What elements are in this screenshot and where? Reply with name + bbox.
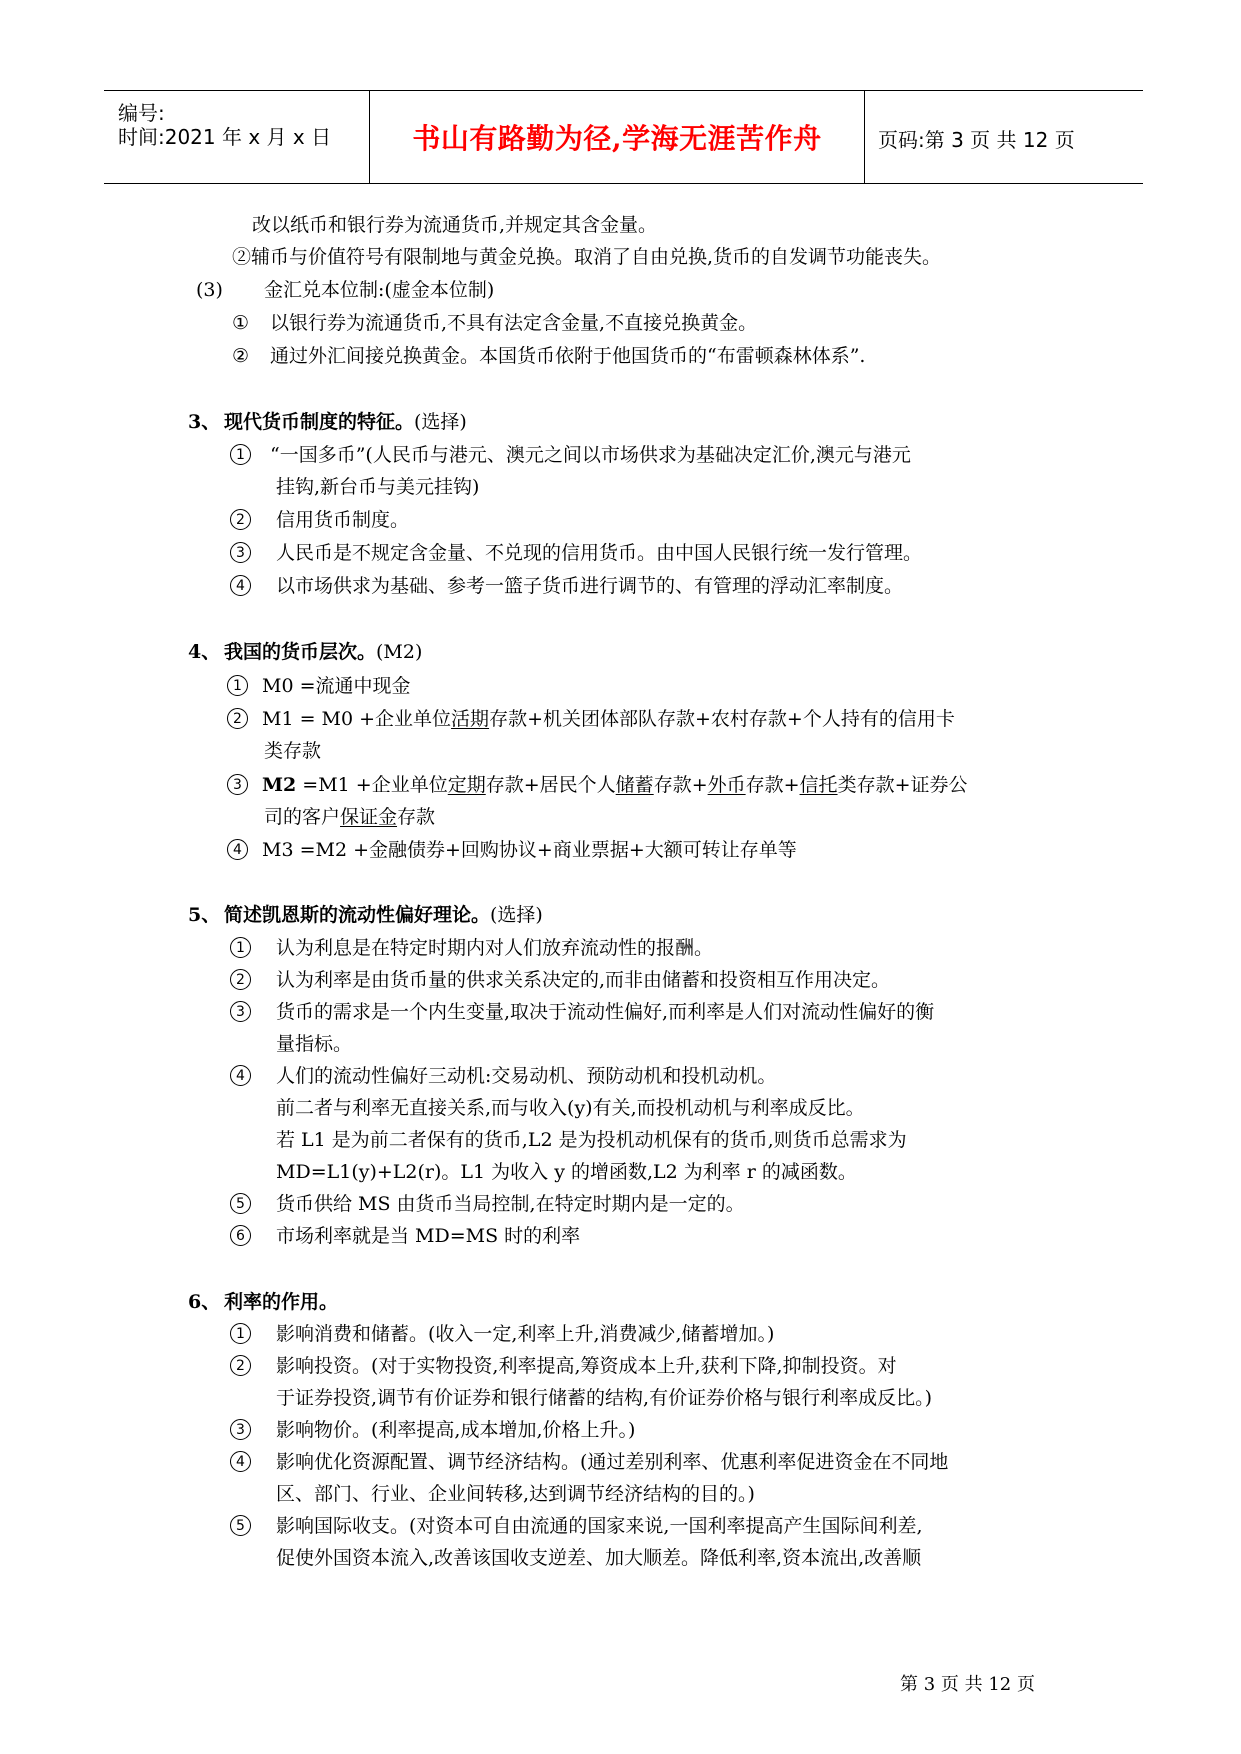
section-number: 6、 (188, 1291, 221, 1313)
circled-number: 5 (230, 1193, 251, 1214)
underlined-term: 信托 (799, 774, 838, 796)
sub-heading-gold-exchange-standard: 金汇兑本位制:(虚金本位制) (264, 279, 495, 301)
list-item: 认为利息是在特定时期内对人们放弃流动性的报酬。 (276, 937, 714, 959)
section-number: 4、 (188, 641, 221, 663)
section-number: 3、 (188, 411, 221, 433)
document-number-label: 编号: (118, 101, 165, 125)
circled-number: 3 (230, 542, 251, 563)
list-item: 影响优化资源配置、调节经济结构。(通过差别利率、优惠利率促进资金在不同地 (276, 1451, 949, 1473)
circled-number: 1 (230, 937, 251, 958)
list-item: 影响物价。(利率提高,成本增加,价格上升。) (276, 1419, 636, 1441)
circled-number: 2 (230, 509, 251, 530)
list-item: 货币供给 MS 由货币当局控制,在特定时期内是一定的。 (276, 1193, 745, 1215)
section-title-text: 我国的货币层次。 (224, 641, 377, 663)
section-note: (选择) (414, 411, 467, 433)
list-item: 影响投资。(对于实物投资,利率提高,筹资成本上升,获利下降,抑制投资。对 (276, 1355, 897, 1377)
list-item-continued: 类存款 (264, 740, 322, 762)
underlined-term: 外币 (707, 774, 746, 796)
header-right (864, 91, 1143, 183)
underlined-term: 活期 (451, 708, 490, 730)
list-item: 人们的流动性偏好三动机:交易动机、预防动机和投机动机。 (276, 1065, 777, 1087)
text-run: 司的客户 (264, 806, 341, 828)
page-footer-number: 第 3 页 共 12 页 (900, 1674, 1035, 1695)
list-item: M3 =M2 +金融债券+回购协议+商业票据+大额可转让存单等 (262, 839, 797, 861)
header-center (369, 91, 865, 183)
list-item: 认为利率是由货币量的供求关系决定的,而非由储蓄和投资相互作用决定。 (276, 969, 891, 991)
circled-number: 3 (230, 1001, 251, 1022)
list-item: 市场利率就是当 MD=MS 时的利率 (276, 1225, 581, 1247)
section-title (224, 903, 543, 927)
list-item (262, 773, 967, 797)
list-item: 人民币是不规定含金量、不兑现的信用货币。由中国人民银行统一发行管理。 (276, 542, 923, 564)
header-left (104, 91, 368, 183)
circled-number: 3 (230, 1419, 251, 1440)
list-item: “一国多币”(人民币与港元、澳元之间以市场供求为基础决定汇价,澳元与港元 (270, 444, 911, 466)
list-item: 以银行券为流通货币,不具有法定含金量,不直接兑换黄金。 (270, 312, 758, 334)
circled-number: 1 (227, 675, 248, 696)
body-line: ②辅币与价值符号有限制地与黄金兑换。取消了自由兑换,货币的自发调节功能丧失。 (232, 246, 942, 268)
section-title: 利率的作用。 (224, 1291, 339, 1313)
text-run: 类存款+证券公 (837, 774, 968, 796)
text-run: 存款 (397, 806, 436, 828)
section-note: (选择) (490, 904, 543, 926)
circled-number: 4 (227, 839, 248, 860)
body-line: 改以纸币和银行券为流通货币,并规定其含金量。 (252, 214, 658, 236)
circled-number: 1 (230, 1323, 251, 1344)
section-title (224, 410, 467, 434)
list-item: 信用货币制度。 (276, 509, 410, 531)
list-marker: ② (232, 345, 250, 367)
underlined-term: 储蓄 (615, 774, 654, 796)
text-run: =M1 +企业单位 (296, 774, 448, 796)
page-header (104, 90, 1143, 184)
circled-number: 4 (230, 1065, 251, 1086)
circled-number: 4 (230, 1451, 251, 1472)
circled-number: 6 (230, 1225, 251, 1246)
list-item: M0 =流通中现金 (262, 675, 411, 697)
circled-number: 5 (230, 1515, 251, 1536)
list-item-continued (264, 805, 435, 829)
list-item-continued: 挂钩,新台币与美元挂钩) (276, 476, 480, 498)
list-item-continued: 若 L1 是为前二者保有的货币,L2 是为投机动机保有的货币,则货币总需求为 (276, 1129, 907, 1151)
list-item: 通过外汇间接兑换黄金。本国货币依附于他国货币的“布雷顿森林体系”. (270, 345, 866, 367)
section-number: 5、 (188, 904, 221, 926)
underlined-term: 定期 (447, 774, 486, 796)
document-time: 时间:2021 年 x 月 x 日 (118, 125, 332, 149)
header-motto: 书山有路勤为径,学海无涯苦作舟 (412, 122, 822, 155)
underlined-term: 保证金 (340, 806, 398, 828)
circled-number: 4 (230, 575, 251, 596)
list-item-continued: 前二者与利率无直接关系,而与收入(y)有关,而投机动机与利率成反比。 (276, 1097, 865, 1119)
list-item-continued: 于证券投资,调节有价证券和银行储蓄的结构,有价证券价格与银行利率成反比。) (276, 1387, 932, 1409)
list-item-continued: 区、部门、行业、企业间转移,达到调节经济结构的目的。) (276, 1483, 755, 1505)
list-item-continued: MD=L1(y)+L2(r)。L1 为收入 y 的增函数,L2 为利率 r 的减函数。 (276, 1161, 857, 1183)
list-item: 以市场供求为基础、参考一篮子货币进行调节的、有管理的浮动汇率制度。 (276, 575, 904, 597)
bold-term: M2 (262, 774, 297, 796)
text-run: 存款+居民个人 (485, 774, 616, 796)
circled-number: 2 (230, 1355, 251, 1376)
circled-number: 2 (230, 969, 251, 990)
list-item: 影响国际收支。(对资本可自由流通的国家来说,一国利率提高产生国际间利差, (276, 1515, 923, 1537)
header-page-code: 页码:第 3 页 共 12 页 (878, 128, 1075, 152)
text-run: M1 = M0 +企业单位 (262, 708, 452, 730)
section-title-text: 现代货币制度的特征。 (224, 411, 415, 433)
section-title (224, 640, 422, 664)
list-item-continued: 量指标。 (276, 1033, 353, 1055)
text-run: 存款+ (653, 774, 708, 796)
list-item-continued: 促使外国资本流入,改善该国收支逆差、加大顺差。降低利率,资本流出,改善顺 (276, 1547, 922, 1569)
text-run: 存款+机关团体部队存款+农村存款+个人持有的信用卡 (489, 708, 955, 730)
section-note: (M2) (376, 641, 423, 663)
text-run: 存款+ (745, 774, 800, 796)
list-marker: ① (232, 312, 250, 334)
list-item: 货币的需求是一个内生变量,取决于流动性偏好,而利率是人们对流动性偏好的衡 (276, 1001, 935, 1023)
list-item: 影响消费和储蓄。(收入一定,利率上升,消费减少,储蓄增加。) (276, 1323, 775, 1345)
circled-number: 3 (227, 774, 248, 795)
sub-heading-number: (3) (196, 279, 223, 301)
list-item (262, 707, 955, 731)
circled-number: 1 (230, 444, 251, 465)
circled-number: 2 (227, 708, 248, 729)
section-title-text: 简述凯恩斯的流动性偏好理论。 (224, 904, 491, 926)
